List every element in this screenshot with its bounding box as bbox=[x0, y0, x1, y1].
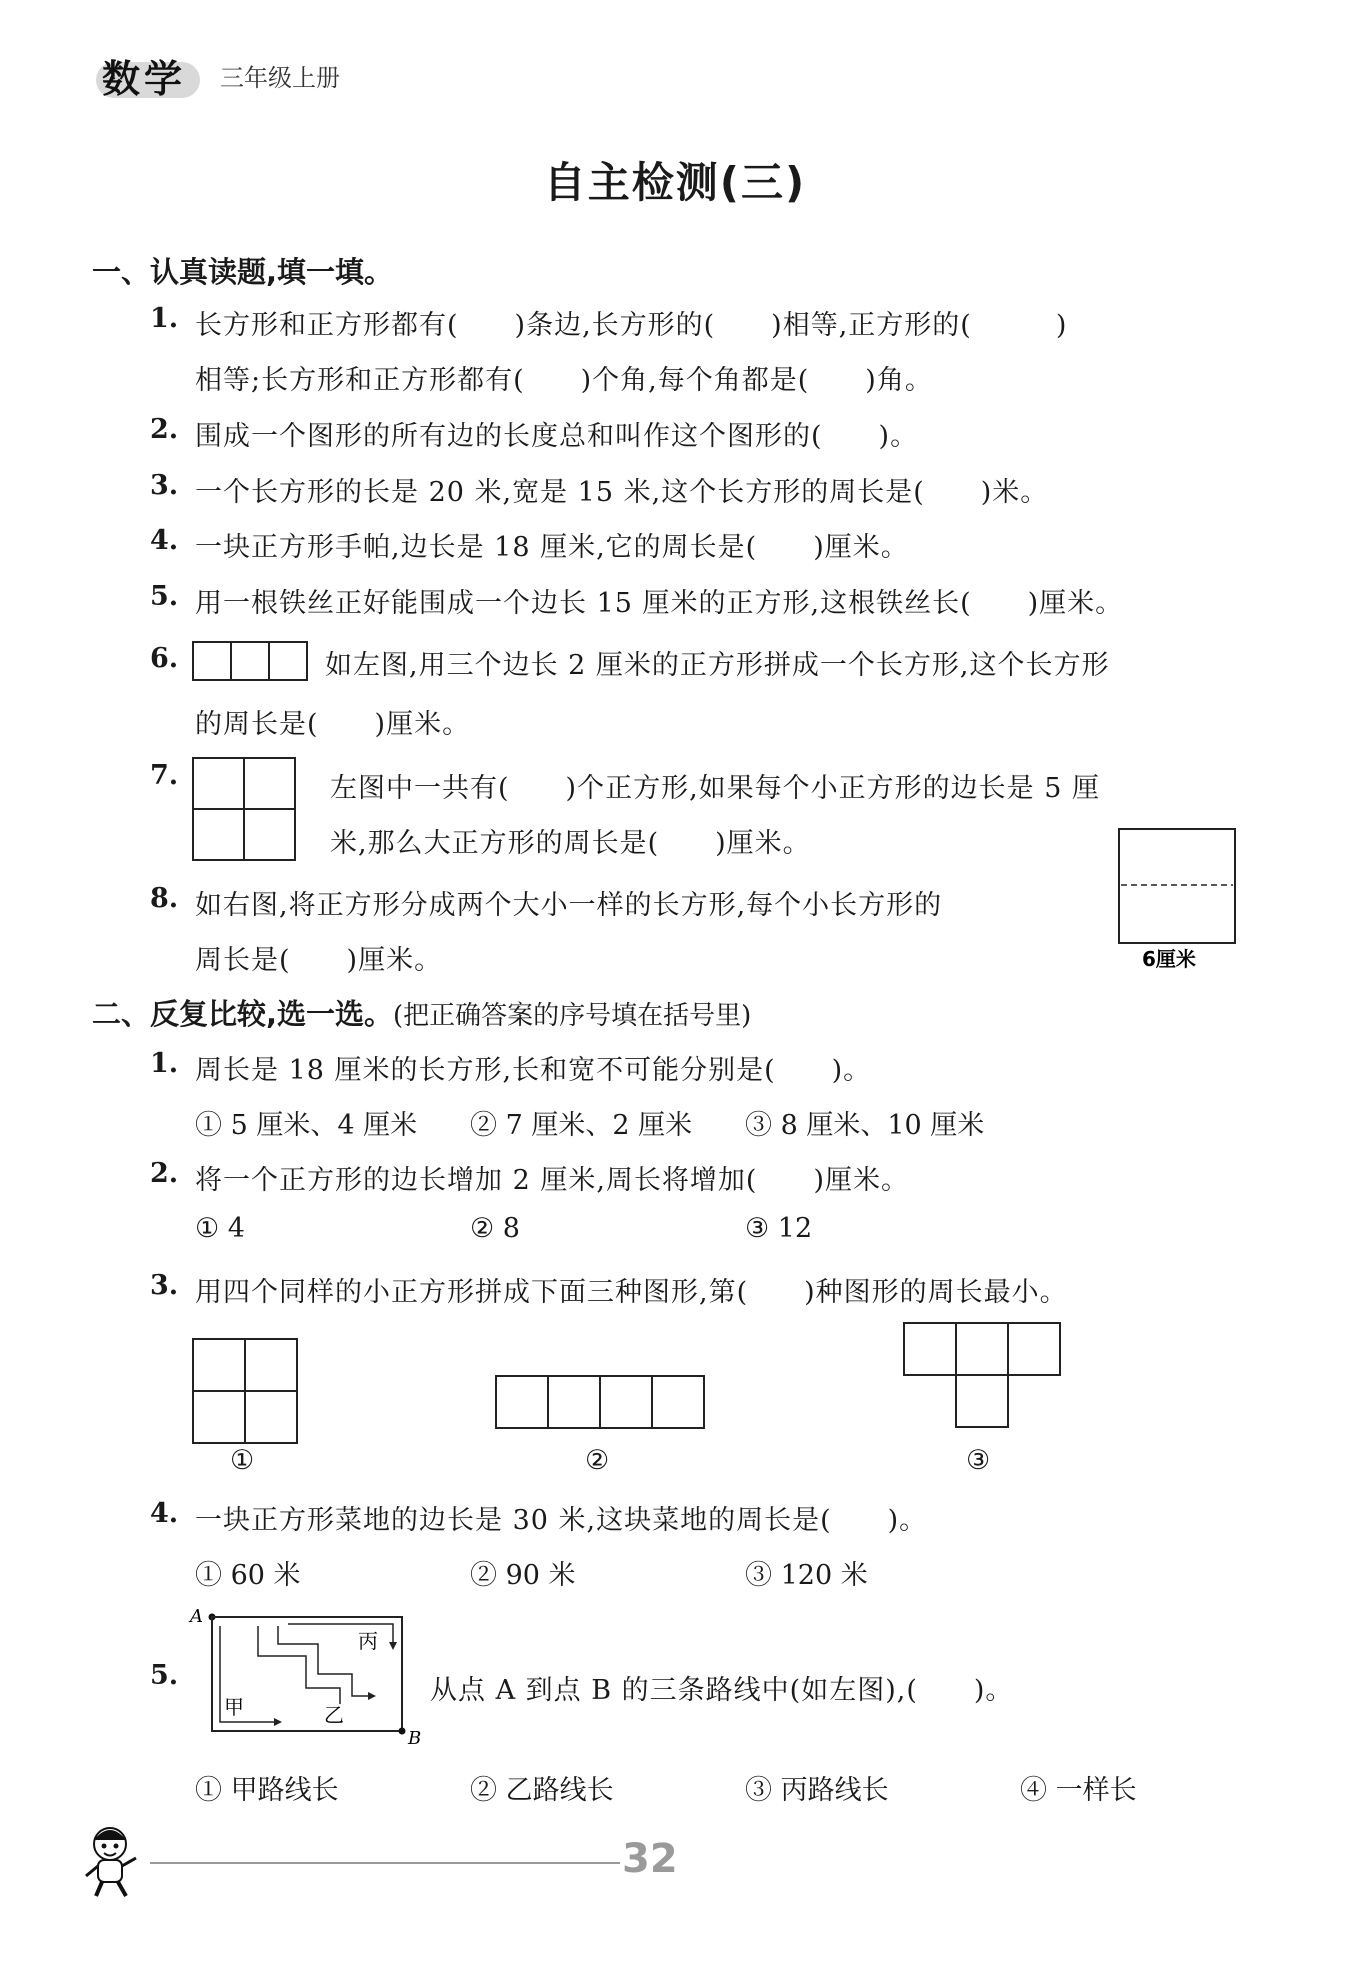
s1-q2-line1: 围成一个图形的所有边的长度总和叫作这个图形的( )。 bbox=[195, 421, 919, 452]
s1-q5-line1: 用一根铁丝正好能围成一个边长 15 厘米的正方形,这根铁丝长( )厘米。 bbox=[195, 588, 1124, 619]
s1-q6-line1: 如左图,用三个边长 2 厘米的正方形拼成一个长方形,这个长方形 bbox=[325, 650, 1110, 681]
s2-q4-number: 4. bbox=[150, 1498, 179, 1529]
s2-q1-option-3: ③ 8 厘米、10 厘米 bbox=[745, 1110, 985, 1141]
s1-q1-line1: 长方形和正方形都有( )条边,长方形的( )相等,正方形的( ) bbox=[195, 310, 1068, 341]
s1-q2-number: 2. bbox=[150, 414, 179, 445]
s2-q5-text: 从点 A 到点 B 的三条路线中(如左图),( )。 bbox=[430, 1675, 1014, 1706]
s2-q5-option-4: ④ 一样长 bbox=[1020, 1775, 1137, 1806]
subject-label: 数学 bbox=[102, 57, 187, 101]
s1-q3-line1: 一个长方形的长是 20 米,宽是 15 米,这个长方形的周长是( )米。 bbox=[195, 477, 1049, 508]
route-diagram bbox=[188, 1604, 428, 1749]
s2-q3-number: 3. bbox=[150, 1270, 179, 1301]
footer-rule bbox=[150, 1862, 620, 1864]
s2-q1-option-1: ① 5 厘米、4 厘米 bbox=[195, 1110, 418, 1141]
s1-q7-number: 7. bbox=[150, 760, 179, 791]
s1-q4-number: 4. bbox=[150, 525, 179, 556]
s2-q5-number: 5. bbox=[150, 1660, 179, 1691]
route-point-b: B bbox=[408, 1728, 422, 1749]
grade-label: 三年级上册 bbox=[220, 64, 340, 92]
s1-q1-number: 1. bbox=[150, 303, 179, 334]
mascot-icon bbox=[80, 1822, 150, 1902]
s1-q8-line2: 周长是( )厘米。 bbox=[195, 945, 443, 976]
s2-q2-option-3: ③ 12 bbox=[745, 1213, 813, 1244]
s2-q2-text: 将一个正方形的边长增加 2 厘米,周长将增加( )厘米。 bbox=[195, 1165, 909, 1196]
s2-q2-number: 2. bbox=[150, 1158, 179, 1189]
three-squares-figure bbox=[192, 641, 312, 685]
section2-note: (把正确答案的序号填在括号里) bbox=[393, 1001, 752, 1031]
s1-q8-number: 8. bbox=[150, 883, 179, 914]
split-square-figure bbox=[1118, 828, 1238, 971]
route-point-a: A bbox=[190, 1606, 203, 1627]
s2-q1-text: 周长是 18 厘米的长方形,长和宽不可能分别是( )。 bbox=[195, 1055, 872, 1086]
shape1-2x2-square bbox=[192, 1338, 300, 1446]
shape2-label: ② bbox=[585, 1445, 610, 1476]
s2-q5-option-2: ② 乙路线长 bbox=[470, 1775, 614, 1806]
page-title: 自主检测(三) bbox=[543, 158, 807, 207]
split-square-caption: 6厘米 bbox=[1142, 947, 1196, 971]
s2-q5-option-3: ③ 丙路线长 bbox=[745, 1775, 889, 1806]
section1-heading: 一、认真读题,填一填。 bbox=[92, 255, 394, 289]
s1-q4-line1: 一块正方形手帕,边长是 18 厘米,它的周长是( )厘米。 bbox=[195, 532, 909, 563]
s1-q7-line2: 米,那么大正方形的周长是( )厘米。 bbox=[330, 828, 811, 859]
page-number: 32 bbox=[622, 1836, 678, 1882]
s1-q8-line1: 如右图,将正方形分成两个大小一样的长方形,每个小长方形的 bbox=[195, 890, 943, 921]
shape2-1x4-strip bbox=[495, 1375, 707, 1431]
s1-q6-line2: 的周长是( )厘米。 bbox=[195, 709, 471, 740]
s1-q7-line1: 左图中一共有( )个正方形,如果每个小正方形的边长是 5 厘 bbox=[330, 773, 1100, 804]
section2-heading-text: 二、反复比较,选一选。 bbox=[92, 997, 394, 1031]
s2-q4-option-1: ① 60 米 bbox=[195, 1560, 301, 1591]
shape1-label: ① bbox=[230, 1445, 255, 1476]
s1-q5-number: 5. bbox=[150, 581, 179, 612]
s2-q4-option-3: ③ 120 米 bbox=[745, 1560, 868, 1591]
s2-q2-option-1: ① 4 bbox=[195, 1213, 245, 1244]
route-jia-label: 甲 bbox=[224, 1695, 244, 1719]
s2-q4-option-2: ② 90 米 bbox=[470, 1560, 576, 1591]
subject-badge bbox=[92, 44, 202, 100]
s2-q2-option-2: ② 8 bbox=[470, 1213, 520, 1244]
s2-q1-number: 1. bbox=[150, 1048, 179, 1079]
s1-q3-number: 3. bbox=[150, 470, 179, 501]
s2-q4-text: 一块正方形菜地的边长是 30 米,这块菜地的周长是( )。 bbox=[195, 1505, 928, 1536]
section2-heading bbox=[92, 992, 751, 1033]
s1-q6-number: 6. bbox=[150, 643, 179, 674]
route-yi-label: 乙 bbox=[324, 1703, 344, 1727]
s1-q1-line2: 相等;长方形和正方形都有( )个角,每个角都是( )角。 bbox=[195, 365, 933, 396]
shape3-t-shape bbox=[903, 1322, 1065, 1432]
s2-q5-option-1: ① 甲路线长 bbox=[195, 1775, 339, 1806]
s2-q1-option-2: ② 7 厘米、2 厘米 bbox=[470, 1110, 693, 1141]
route-bing-label: 丙 bbox=[358, 1629, 378, 1653]
shape3-label: ③ bbox=[966, 1445, 991, 1476]
s2-q3-text: 用四个同样的小正方形拼成下面三种图形,第( )种图形的周长最小。 bbox=[195, 1277, 1068, 1308]
four-squares-figure bbox=[192, 757, 298, 863]
